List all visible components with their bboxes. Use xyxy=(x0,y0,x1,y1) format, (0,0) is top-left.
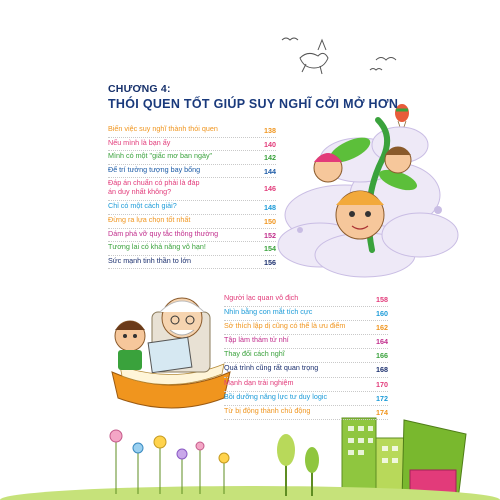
toc-entry[interactable] xyxy=(108,151,276,165)
toc-entry[interactable] xyxy=(108,229,276,243)
toc-entry-title: Đừng ra lựa chọn tốt nhất xyxy=(108,214,191,224)
toc-entry-page: 150 xyxy=(264,216,276,226)
toc-entry[interactable] xyxy=(108,242,276,256)
toc-entry[interactable] xyxy=(224,349,388,363)
toc-entry-page: 160 xyxy=(376,309,388,319)
toc-entry-page: 144 xyxy=(264,166,276,176)
toc-entry-title: Mình có một "giấc mơ ban ngày" xyxy=(108,151,213,161)
toc-entry[interactable] xyxy=(108,256,276,270)
toc-entry-title: Thay đổi cách nghĩ xyxy=(224,349,285,359)
toc-entry-title: Dám phá vỡ quy tắc thông thường xyxy=(108,228,219,238)
toc-entry-page: 158 xyxy=(376,295,388,304)
toc-entry-title: Sức mạnh tinh thần to lớn xyxy=(108,255,192,265)
small-bird-icon xyxy=(282,38,396,70)
toc-entry-title: Chỉ có một cách giải? xyxy=(108,201,177,211)
toc-entry-page: 138 xyxy=(264,126,276,135)
cloud-with-children-illustration xyxy=(278,120,458,277)
toc-entry[interactable] xyxy=(108,178,276,201)
toc-entry[interactable] xyxy=(224,392,388,406)
grandpa-and-child-illustration xyxy=(112,298,230,408)
toc-entry[interactable] xyxy=(108,124,276,138)
toc-entry[interactable] xyxy=(224,321,388,335)
toc-entry-title: Tương lai có khả năng vô hạn! xyxy=(108,242,206,252)
bird-doodle-icon xyxy=(300,40,328,74)
chapter-label: CHƯƠNG 4: xyxy=(108,83,171,95)
toc-entry-page: 152 xyxy=(264,230,276,240)
toc-entry[interactable] xyxy=(224,406,388,420)
toc-entry-page: 170 xyxy=(376,379,388,389)
toc-entry-title: Nhìn bằng con mắt tích cực xyxy=(224,307,313,317)
toc-entry-page: 156 xyxy=(264,257,276,267)
toc-entry[interactable] xyxy=(108,165,276,179)
toc-entry-page: 146 xyxy=(264,184,276,194)
toc-entry-title: Bồi dưỡng năng lực tư duy logic xyxy=(224,391,328,401)
toc-entry-title: Đáp án chuẩn có phải là đáp án duy nhất không? xyxy=(108,178,200,197)
toc-entry-page: 172 xyxy=(376,393,388,403)
toc-entry[interactable] xyxy=(108,138,276,152)
toc-entry[interactable] xyxy=(108,215,276,229)
toc-entry-title: Biến việc suy nghĩ thành thói quen xyxy=(108,124,218,133)
toc-entry[interactable] xyxy=(108,201,276,215)
toc-entry[interactable] xyxy=(224,363,388,377)
toc-entry-page: 148 xyxy=(264,203,276,213)
toc-entry-title: Tập làm thám tử nhí xyxy=(224,335,289,345)
toc-entry-page: 142 xyxy=(264,153,276,163)
toc-entry-title: Sở thích lập dị cũng có thể là ưu điểm xyxy=(224,321,346,331)
toc-entry-title: Để trí tưởng tượng bay bổng xyxy=(108,164,201,174)
chapter-title: THÓI QUEN TỐT GIÚP SUY NGHĨ CỞI MỞ HƠN xyxy=(108,97,399,111)
toc-entry-title: Từ bị động thành chủ động xyxy=(224,405,311,415)
toc-list-top xyxy=(108,124,276,269)
toc-entry-page: 140 xyxy=(264,139,276,149)
toc-entry-title: Quá trình cũng rất quan trọng xyxy=(224,363,319,373)
toc-entry[interactable] xyxy=(224,293,388,307)
toc-entry-page: 174 xyxy=(376,407,388,417)
toc-entry-title: Người lạc quan vô địch xyxy=(224,293,299,302)
toc-list-bottom xyxy=(224,293,388,420)
toc-entry[interactable] xyxy=(224,335,388,349)
toc-entry-page: 162 xyxy=(376,323,388,333)
toc-entry-page: 168 xyxy=(376,365,388,375)
toc-entry[interactable] xyxy=(224,378,388,392)
toc-entry[interactable] xyxy=(224,307,388,321)
toc-entry-page: 166 xyxy=(376,351,388,361)
toc-entry-page: 154 xyxy=(264,244,276,254)
toc-entry-title: Nếu mình là bạn ấy xyxy=(108,137,171,147)
toc-entry-page: 164 xyxy=(376,337,388,347)
toc-entry-title: Mạnh dạn trải nghiệm xyxy=(224,377,294,387)
